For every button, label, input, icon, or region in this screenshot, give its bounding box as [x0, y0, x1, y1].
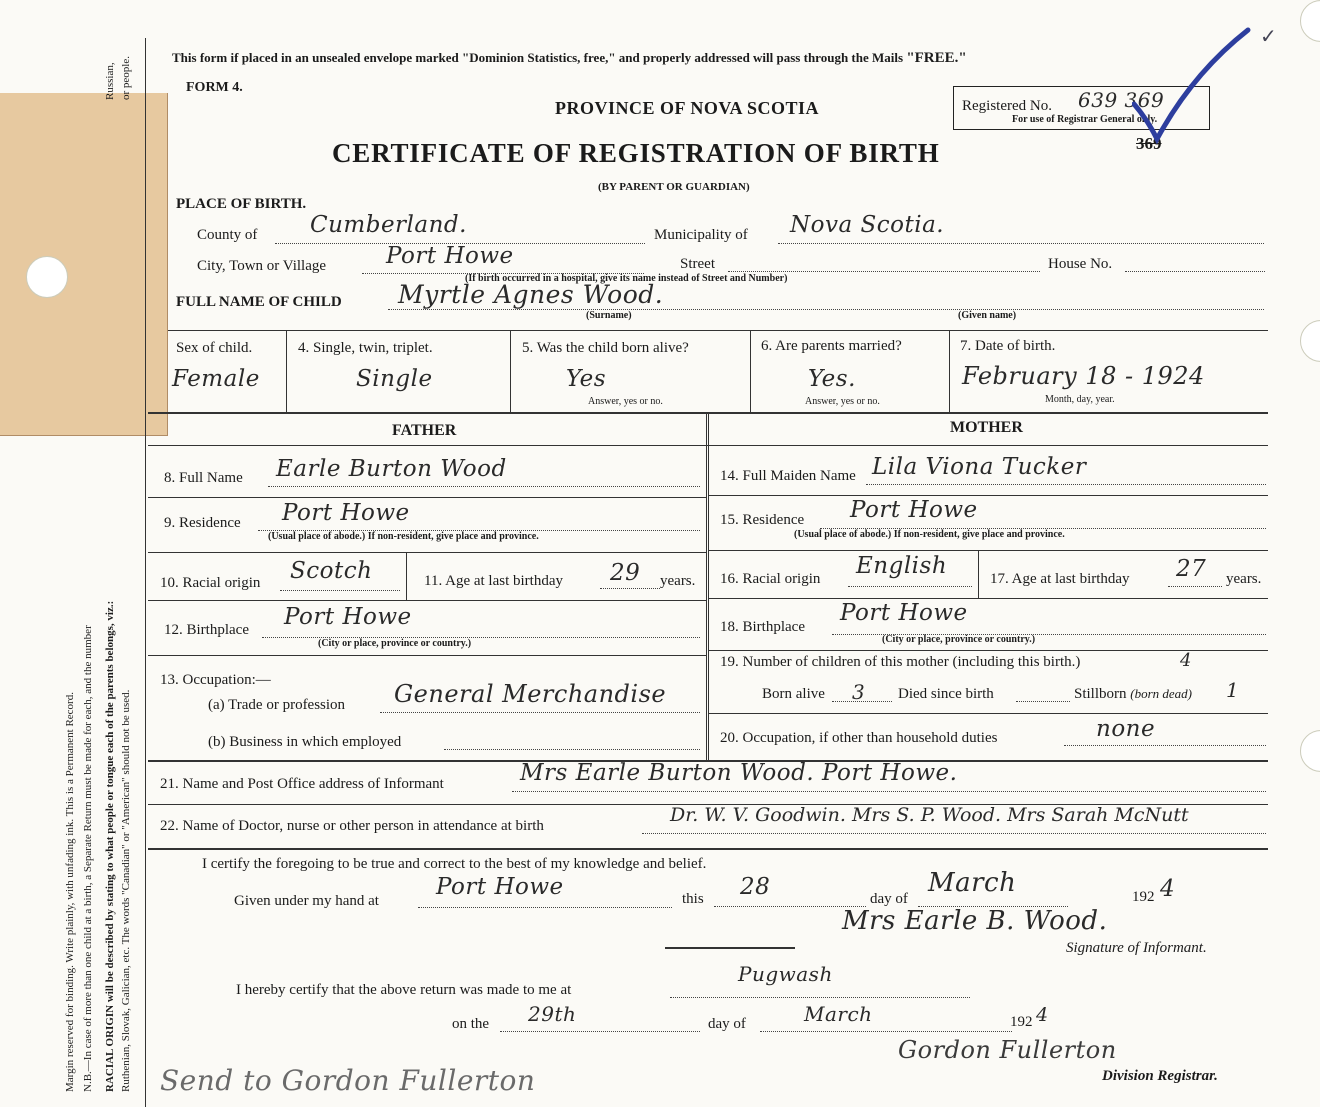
father-age-line [600, 588, 660, 589]
reg-month-line [760, 1031, 1012, 1032]
father-name-value[interactable]: Earle Burton Wood [276, 456, 507, 482]
died-label: Died since birth [898, 686, 994, 702]
given-place-line [418, 907, 672, 908]
children-count-label: 19. Number of children of this mother (including this birth.) [720, 654, 1081, 670]
registrar-note: For use of Registrar General only. [1012, 114, 1158, 125]
pencil-note: Send to Gordon Fullerton [160, 1064, 536, 1097]
margin-note-nb: N.B.—In case of more than one child at a birth, a Separate Return must be made for each, and the number [82, 625, 94, 1092]
row-divider [709, 495, 1268, 496]
born-alive-count-value[interactable]: 3 [852, 680, 866, 704]
father-residence-value[interactable]: Port Howe [282, 500, 410, 526]
father-birthplace-value[interactable]: Port Howe [284, 604, 412, 630]
reg-day-line [500, 1031, 700, 1032]
trade-label: (a) Trade or profession [208, 697, 346, 713]
mother-heading: MOTHER [950, 419, 1023, 436]
mother-occupation-line [1064, 745, 1266, 746]
house-line [1125, 271, 1265, 272]
father-birthplace-note: (City or place, province or country.) [318, 638, 472, 649]
mother-birthplace-value[interactable]: Port Howe [840, 600, 968, 626]
row-divider [148, 497, 706, 498]
born-alive-note: Answer, yes or no. [588, 396, 663, 407]
business-line [444, 749, 700, 750]
row-divider [168, 330, 1268, 331]
col-divider [510, 330, 511, 412]
father-age-label: 11. Age at last birthday [424, 573, 563, 589]
mother-racial-line [848, 586, 972, 587]
mother-occupation-label: 20. Occupation, if other than household duties [720, 730, 998, 746]
trade-line [380, 712, 700, 713]
reg-year-value[interactable]: 4 [1036, 1004, 1049, 1026]
day-of-label: day of [870, 891, 908, 907]
municipality-line [778, 243, 1264, 244]
margin-edge-text: Russian, [104, 62, 116, 100]
married-label: 6. Are parents married? [761, 338, 902, 354]
place-section-label: PLACE OF BIRTH. [176, 196, 307, 212]
col-divider [286, 330, 287, 412]
mother-age-label: 17. Age at last birthday [990, 571, 1130, 587]
father-occupation-label: 13. Occupation:— [160, 672, 271, 688]
dob-value[interactable]: February 18 - 1924 [962, 362, 1205, 390]
mother-occupation-value[interactable]: none [1096, 716, 1156, 742]
reg-day-of-label: day of [708, 1016, 746, 1032]
father-residence-label: 9. Residence [164, 515, 241, 531]
mother-racial-value[interactable]: English [856, 553, 948, 579]
father-birthplace-label: 12. Birthplace [164, 622, 249, 638]
page-title: CERTIFICATE OF REGISTRATION OF BIRTH [332, 138, 940, 168]
street-line [728, 271, 1040, 272]
registered-number: 639 369 [1078, 88, 1165, 112]
born-alive-value[interactable]: Yes [566, 366, 607, 392]
punch-hole-icon [1300, 730, 1320, 772]
married-value[interactable]: Yes. [808, 366, 856, 392]
reg-month-value[interactable]: March [804, 1002, 873, 1026]
check-mark-icon [1132, 14, 1252, 144]
born-alive-count-label: Born alive [762, 686, 825, 702]
business-label: (b) Business in which employed [208, 734, 402, 750]
father-racial-value[interactable]: Scotch [290, 558, 373, 584]
child-name-value[interactable]: Myrtle Agnes Wood. [398, 280, 664, 309]
died-line [1016, 701, 1070, 702]
form-number: FORM 4. [186, 80, 243, 95]
child-name-line [388, 309, 1264, 310]
stillborn-value[interactable]: 1 [1226, 678, 1240, 702]
doctor-label: 22. Name of Doctor, nurse or other person in attendance at birth [160, 818, 544, 834]
sex-value[interactable]: Female [172, 366, 260, 392]
father-racial-line [280, 590, 400, 591]
registrar-place-line [670, 997, 970, 998]
margin-note-racial-2: Ruthenian, Slovak, Galician, etc. The words "Canadian" or "American" should not be used. [120, 689, 132, 1092]
signature-rule [665, 947, 795, 949]
father-heading: FATHER [392, 422, 457, 439]
father-name-line [268, 486, 700, 487]
father-residence-note: (Usual place of abode.) If non-resident, give place and province. [268, 531, 539, 542]
mother-name-label: 14. Full Maiden Name [720, 468, 856, 484]
father-age-unit: years. [660, 573, 696, 589]
page-subtitle: (BY PARENT OR GUARDIAN) [598, 181, 750, 193]
married-note: Answer, yes or no. [805, 396, 880, 407]
registrar-caption: Division Registrar. [1102, 1068, 1218, 1084]
given-name-note: (Given name) [958, 310, 1017, 321]
row-divider [709, 550, 1268, 551]
informant-value[interactable]: Mrs Earle Burton Wood. Port Howe. [520, 760, 958, 786]
paper-tab [0, 93, 168, 436]
stillborn-label: Stillborn (born dead) [1074, 686, 1193, 702]
born-alive-label: 5. Was the child born alive? [522, 340, 689, 356]
year-value[interactable]: 4 [1160, 876, 1176, 902]
sex-label: Sex of child. [176, 340, 253, 356]
row-divider [709, 598, 1268, 599]
mother-age-unit: years. [1226, 571, 1262, 587]
given-place-value[interactable]: Port Howe [436, 874, 564, 900]
signature-caption: Signature of Informant. [1066, 940, 1207, 956]
punch-hole-icon [26, 256, 68, 298]
crossed-number: 369 [1136, 134, 1162, 153]
county-value[interactable]: Cumberland. [310, 212, 467, 238]
city-value[interactable]: Port Howe [386, 243, 514, 269]
col-divider [949, 330, 950, 412]
day-value[interactable]: 28 [740, 874, 771, 900]
informant-line [512, 791, 1266, 792]
on-the-label: on the [452, 1016, 490, 1032]
reg-year-prefix: 192 [1010, 1014, 1033, 1030]
dob-note: Month, day, year. [1045, 394, 1115, 405]
mother-birthplace-label: 18. Birthplace [720, 619, 805, 635]
doctor-line [642, 833, 1266, 834]
margin-edge-text: or people. [120, 56, 132, 100]
house-label: House No. [1048, 256, 1113, 272]
doctor-value[interactable]: Dr. W. V. Goodwin. Mrs S. P. Wood. Mrs Sarah McNutt [670, 804, 1189, 826]
margin-note-racial: RACIAL ORIGIN will be described by stating to what people or tongue each of the parents belongs, viz.: [104, 600, 116, 1092]
father-name-label: 8. Full Name [164, 470, 243, 486]
plurality-value[interactable]: Single [356, 366, 433, 392]
month-value[interactable]: March [928, 868, 1017, 898]
given-label: Given under my hand at [234, 893, 379, 909]
mother-residence-label: 15. Residence [720, 512, 805, 528]
col-divider [978, 550, 979, 598]
row-divider [709, 713, 1268, 714]
dob-label: 7. Date of birth. [960, 338, 1056, 354]
small-check-icon: ✓ [1260, 26, 1277, 48]
mother-residence-note: (Usual place of abode.) If non-resident, give place and province. [794, 529, 1065, 540]
certify-statement: I certify the foregoing to be true and correct to the best of my knowledge and belief. [202, 856, 707, 872]
col-divider [406, 552, 407, 600]
year-prefix: 192 [1132, 889, 1155, 905]
row-divider [148, 552, 706, 553]
punch-hole-icon [1300, 320, 1320, 362]
province-heading: PROVINCE OF NOVA SCOTIA [555, 98, 820, 118]
city-label: City, Town or Village [197, 258, 327, 274]
municipality-value[interactable]: Nova Scotia. [790, 212, 945, 238]
children-count-value[interactable]: 4 [1180, 650, 1192, 671]
county-label: County of [197, 227, 258, 243]
registered-label: Registered No. [962, 98, 1052, 114]
reg-day-value[interactable]: 29th [528, 1002, 577, 1026]
row-divider [148, 848, 1268, 850]
municipality-label: Municipality of [654, 227, 748, 243]
row-divider [148, 655, 706, 656]
child-name-label: FULL NAME OF CHILD [176, 294, 342, 310]
parents-divider [706, 412, 709, 760]
mother-birthplace-note: (City or place, province or country.) [882, 634, 1036, 645]
mail-notice: This form if placed in an unsealed envelope marked "Dominion Statistics, free," and properly addressed will pass through the Mails "FREE." [172, 50, 967, 66]
street-label: Street [680, 256, 715, 272]
mother-name-value[interactable]: Lila Viona Tucker [872, 454, 1087, 480]
informant-signature[interactable]: Mrs Earle B. Wood. [842, 906, 1108, 936]
mother-name-line [866, 484, 1266, 485]
father-racial-label: 10. Racial origin [160, 575, 261, 591]
trade-value[interactable]: General Merchandise [394, 680, 667, 708]
mother-age-line [1168, 586, 1222, 587]
registrar-signature[interactable]: Gordon Fullerton [898, 1036, 1117, 1064]
mother-racial-label: 16. Racial origin [720, 571, 821, 587]
this-label: this [682, 891, 704, 907]
registrar-place-value[interactable]: Pugwash [738, 962, 833, 986]
street-note: (If birth occurred in a hospital, give its name instead of Street and Number) [465, 273, 788, 284]
mother-age-value[interactable]: 27 [1176, 556, 1207, 582]
registrar-statement: I hereby certify that the above return was made to me at [236, 982, 572, 998]
margin-rule [145, 38, 146, 1107]
surname-note: (Surname) [586, 310, 632, 321]
col-divider [750, 330, 751, 412]
margin-note: Margin reserved for binding. Write plainly, with unfading ink. This is a Permanent Record. [64, 692, 76, 1092]
father-age-value[interactable]: 29 [610, 560, 641, 586]
row-divider [148, 600, 706, 601]
plurality-label: 4. Single, twin, triplet. [298, 340, 433, 356]
row-divider [148, 445, 1268, 446]
punch-hole-icon [1300, 0, 1320, 42]
mother-residence-value[interactable]: Port Howe [850, 497, 978, 523]
informant-label: 21. Name and Post Office address of Informant [160, 776, 444, 792]
